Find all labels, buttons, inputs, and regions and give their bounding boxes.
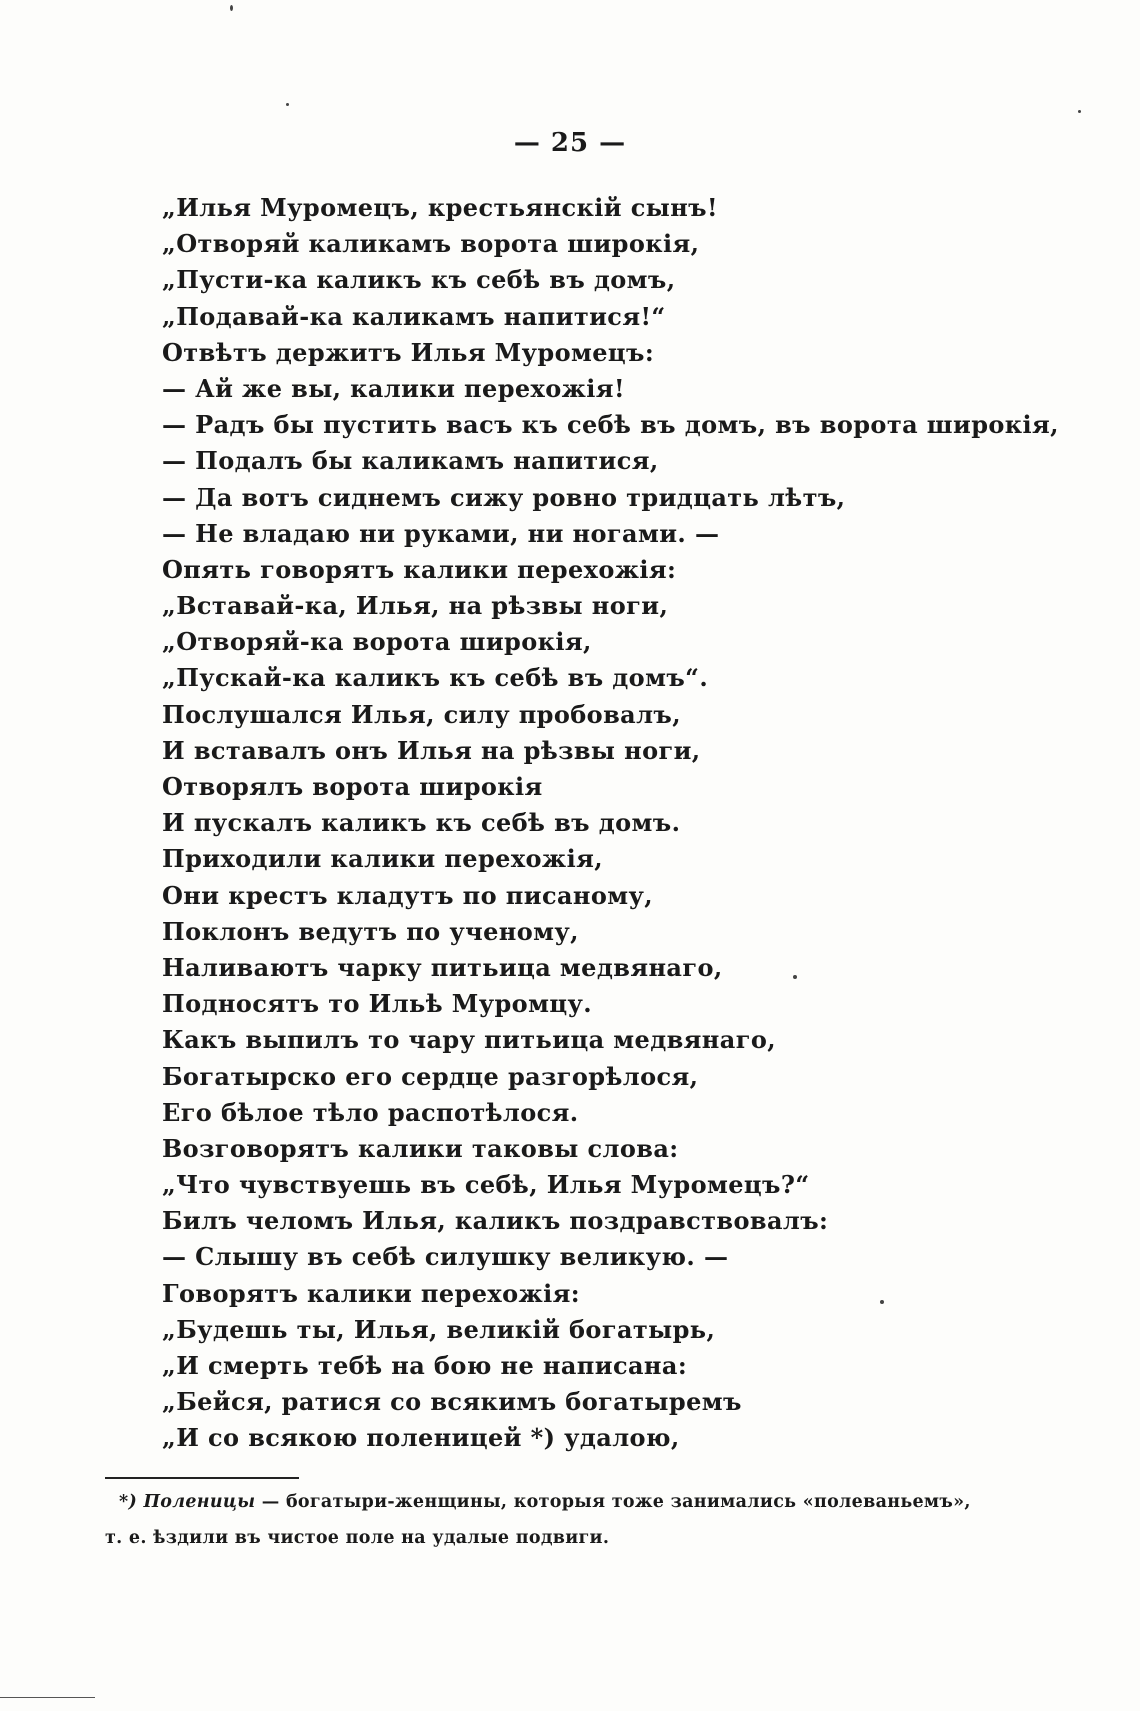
- poem-text: [162, 190, 1059, 1457]
- poem-line: Опять говорятъ калики перехожія:: [162, 554, 677, 584]
- poem-line: — Подалъ бы каликамъ напитися,: [162, 446, 659, 476]
- footnote-divider: [105, 1477, 299, 1479]
- poem-line: Отворялъ ворота широкія: [162, 772, 543, 801]
- footnote-definition: — богатыри-женщины, которыя тоже занимались «полеваньемъ»,: [261, 1492, 971, 1512]
- page-number: — 25 —: [513, 128, 627, 158]
- poem-line: „Что чувствуешь въ себѣ, Илья Муромецъ?“: [162, 1170, 810, 1200]
- scan-speck: [230, 5, 233, 11]
- scan-speck: [880, 1300, 884, 1304]
- poem-line: Наливаютъ чарку питьица медвянаго,: [162, 952, 723, 982]
- poem-line: „Бейся, ратися со всякимъ богатыремъ: [162, 1387, 742, 1417]
- scan-edge-mark: [0, 1697, 95, 1698]
- poem-line: „Пускай-ка каликъ къ себѣ въ домъ“.: [162, 663, 709, 693]
- poem-line: Они крестъ кладутъ по писаному,: [162, 880, 654, 910]
- poem-line: Говорятъ калики перехожія:: [162, 1278, 581, 1308]
- poem-line: — Ай же вы, калики перехожія!: [162, 373, 625, 403]
- poem-line: „И со всякою поленицей *) удалою,: [162, 1423, 680, 1453]
- poem-line: И вставалъ онъ Илья на рѣзвы ноги,: [162, 735, 701, 765]
- poem-line: Богатырско его сердце разгорѣлося,: [162, 1061, 699, 1091]
- footnote-marker: *): [119, 1492, 138, 1512]
- poem-line: „Будешь ты, Илья, великій богатырь,: [162, 1314, 716, 1344]
- poem-line: Возговорятъ калики таковы слова:: [162, 1133, 679, 1163]
- scan-speck: [286, 103, 289, 106]
- poem-line: Его бѣлое тѣло распотѣлося.: [162, 1097, 579, 1127]
- poem-line: „Отворяй-ка ворота широкія,: [162, 627, 592, 657]
- poem-line: И пускалъ каликъ къ себѣ въ домъ.: [162, 808, 681, 838]
- poem-line: — Не владаю ни руками, ни ногами. —: [162, 518, 720, 548]
- footnote-term: Поленицы: [143, 1492, 256, 1512]
- scan-speck: [1078, 110, 1081, 113]
- footnote-line: [105, 1484, 971, 1520]
- poem-line: Приходили калики перехожія,: [162, 844, 603, 874]
- poem-line: „Подавай-ка каликамъ напитися!“: [162, 301, 666, 331]
- footnote: [105, 1484, 971, 1556]
- poem-line: „И смерть тебѣ на бою не написана:: [162, 1351, 688, 1380]
- poem-line: Отвѣтъ держитъ Илья Муромецъ:: [162, 337, 655, 367]
- poem-line: „Отворяй каликамъ ворота широкія,: [162, 229, 700, 259]
- poem-line: „Илья Муромецъ, крестьянскій сынъ!: [162, 193, 718, 222]
- poem-line: Какъ выпилъ то чару питьица медвянаго,: [162, 1025, 776, 1055]
- poem-line: „Пусти-ка каликъ къ себѣ въ домъ,: [162, 265, 676, 295]
- poem-line: „Вставай-ка, Илья, на рѣзвы ноги,: [162, 591, 669, 621]
- poem-line: — Радъ бы пустить васъ къ себѣ въ домъ, въ ворота широкія,: [162, 410, 1059, 440]
- poem-line: Билъ челомъ Илья, каликъ поздравствовалъ:: [162, 1206, 829, 1236]
- poem-line: Послушался Илья, силу пробовалъ,: [162, 699, 682, 729]
- scan-speck: [793, 975, 797, 979]
- footnote-line-2: т. е. ѣздили въ чистое поле на удалые подвиги.: [105, 1528, 610, 1548]
- poem-line: — Да вотъ сиднемъ сижу ровно тридцать лѣтъ,: [162, 482, 846, 512]
- poem-line: Поклонъ ведутъ по ученому,: [162, 916, 579, 946]
- poem-line: — Слышу въ себѣ силушку великую. —: [162, 1242, 729, 1272]
- poem-line: Подносятъ то Ильѣ Муромцу.: [162, 989, 592, 1019]
